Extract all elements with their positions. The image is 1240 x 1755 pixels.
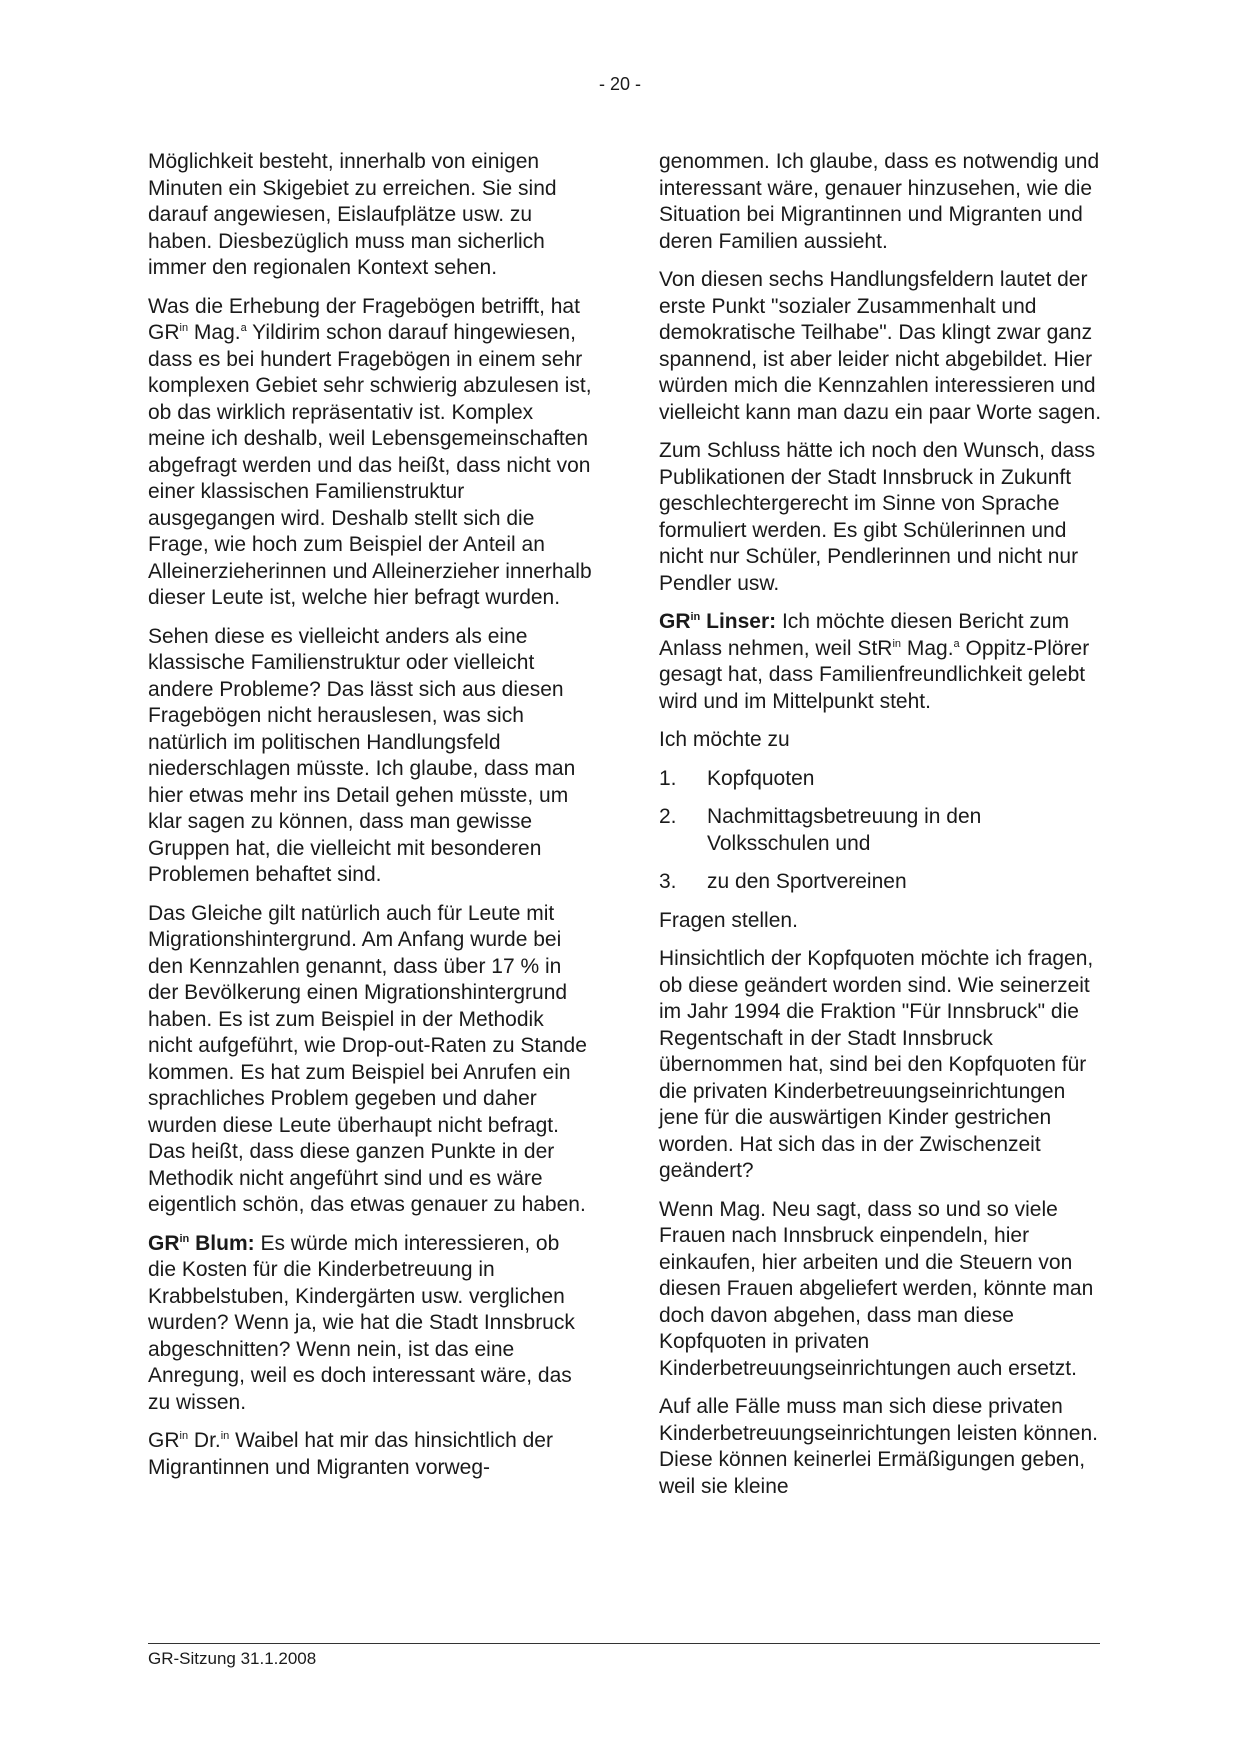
paragraph: Fragen stellen. xyxy=(659,908,798,932)
speaker-name: $GR^{in}$ Linser: xyxy=(659,610,777,633)
footer-rule xyxy=(148,1643,1100,1644)
paragraph: Sehen diese es vielleicht anders als eine klassische Familienstruktur oder vielleicht andere Probleme? Das lässt sich aus diesen Fragebögen nicht herauslesen, was sich natürlich im politischen Handlungsfeld niederschlagen müsste. Ich glaube, dass man hier etwas mehr ins Detail gehen müsste, um klar sagen zu können, dass man gewisse Gruppen hat, die vielleicht mit besonderen Problemen behaftet sind. xyxy=(148,624,576,886)
question-list xyxy=(659,766,1109,896)
left-column xyxy=(148,149,593,1493)
paragraph: Ich möchte zu xyxy=(659,728,790,751)
paragraph: Das Gleiche gilt natürlich auch für Leute mit Migrationshintergrund. Am Anfang wurde bei den Kennzahlen genannt, dass über 17 % in der Bevölkerung einen Migrationshintergrund haben. Es ist zum Beispiel in der Methodik nicht aufgeführt, wie Drop-out-Raten zu Stande kommen. Es hat zum Beispiel bei Anrufen ein sprachliches Problem gegeben und daher wurden diese Leute überhaupt nicht befragt. Das heißt, dass diese ganzen Punkte in der Methodik nicht angeführt sind und es wäre eigentlich schön, das etwas genauer zu haben. xyxy=(148,901,587,1216)
paragraph: Möglichkeit besteht, innerhalb von einigen Minuten ein Skigebiet zu erreichen. Sie sind darauf angewiesen, Eislaufplätze usw. zu haben. Diesbezüglich muss man sicherlich immer den regionalen Kontext sehen. xyxy=(148,150,557,279)
paragraph: Was die Erhebung der Fragebögen betrifft, hat $GR^{in}$ Mag.$^a$ Yildirim schon darauf hingewiesen, dass es bei hundert Fragebögen in einem sehr komplexen Gebiet sehr schwierig abzulesen ist, ob das wirklich repräsentativ ist. Komplex meine ich deshalb, weil Lebensgemeinschaften abgefragt werden und das heißt, dass nicht von einer klassischen Familienstruktur ausgegangen wird. Deshalb stellt sich die Frage, wie hoch zum Beispiel der Anteil an Alleinerzieherinnen und Alleinerzieher innerhalb dieser Leute ist, welche hier befragt wurden. xyxy=(148,294,592,609)
paragraph: $GR^{in}$ Dr.$^{in}$ Waibel hat mir das hinsichtlich der Migrantinnen und Migranten vorweg- xyxy=(148,1429,553,1479)
list-item: 3. zu den Sportvereinen xyxy=(659,870,907,893)
paragraph: Von diesen sechs Handlungsfeldern lautet der erste Punkt "sozialer Zusammenhalt und demokratische Teilhabe". Das klingt zwar ganz spannend, ist aber leider nicht abgebildet. Hier würden mich die Kennzahlen interessieren und vielleicht kann man dazu ein paar Worte sagen. xyxy=(659,268,1102,424)
paragraph: Wenn Mag. Neu sagt, dass so und so viele Frauen nach Innsbruck einpendeln, hier einkaufen, hier arbeiten und die Steuern von diesen Frauen abgeliefert werden, könnte man doch davon abgehen, dass man diese Kopfquoten in privaten Kinderbetreuungseinrichtungen auch ersetzt. xyxy=(659,1197,1094,1380)
paragraph: Zum Schluss hätte ich noch den Wunsch, dass Publikationen der Stadt Innsbruck in Zukunft geschlechtergerecht im Sinne von Sprache formuliert werden. Es gibt Schülerinnen und nicht nur Schüler, Pendlerinnen und nicht nur Pendler usw. xyxy=(659,439,1096,595)
footer-text: GR-Sitzung 31.1.2008 xyxy=(148,1649,317,1668)
paragraph: $GR^{in}$ Blum: Es würde mich interessieren, ob die Kosten für die Kinderbetreuung in Krabbelstuben, Kindergärten usw. verglichen wurden? Wenn ja, wie hat die Stadt Innsbruck abgeschnitten? Wenn nein, ist das eine Anregung, weil es doch interessant wäre, das zu wissen. xyxy=(148,1231,575,1414)
right-column xyxy=(659,149,1109,1512)
speaker-name: $GR^{in}$ Blum: xyxy=(148,1231,255,1255)
list-item: 1. Kopfquoten xyxy=(659,766,815,790)
paragraph: genommen. Ich glaube, dass es notwendig und interessant wäre, genauer hinzusehen, wie die Situation bei Migrantinnen und Migranten und deren Familien aussieht. xyxy=(659,150,1100,253)
paragraph: Hinsichtlich der Kopfquoten möchte ich fragen, ob diese geändert worden sind. Wie seinerzeit im Jahr 1994 die Fraktion "Für Innsbruck" die Regentschaft in der Stadt Innsbruck übernommen hat, sind bei den Kopfquoten für die privaten Kinderbetreuungseinrichtungen jene für die auswärtigen Kinder gestrichen worden. Hat sich das in der Zwischenzeit geändert? xyxy=(659,947,1094,1182)
paragraph: Auf alle Fälle muss man sich diese privaten Kinderbetreuungseinrichtungen leisten können. Diese können keinerlei Ermäßigungen geben, weil sie kleine xyxy=(659,1395,1098,1498)
list-item: 2. Nachmittagsbetreuung in den Volksschulen und xyxy=(659,805,982,855)
paragraph: $GR^{in}$ Linser: Ich möchte diesen Bericht zum Anlass nehmen, weil StR$^{in}$ Mag.$^a$ Oppitz-Plörer gesagt hat, dass Familienfreundlichkeit gelebt wird und im Mittelpunkt steht. xyxy=(659,610,1090,713)
page-number: - 20 - xyxy=(598,74,641,94)
